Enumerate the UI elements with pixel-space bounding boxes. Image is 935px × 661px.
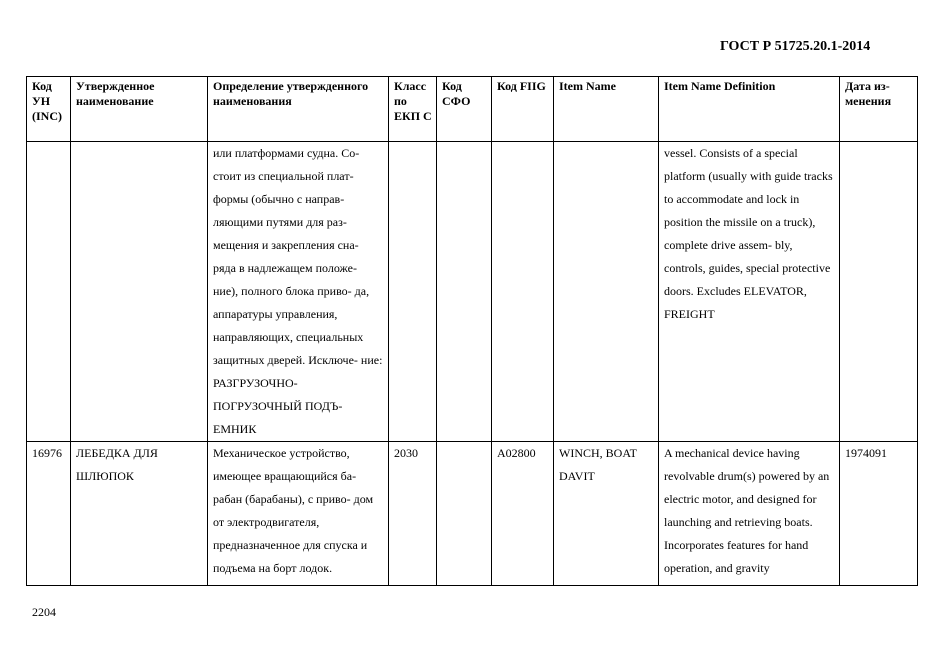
cell-date: [840, 142, 918, 442]
column-header-approved-name: Утвержденное наименование: [71, 77, 208, 142]
cell-class: 2030: [389, 442, 437, 586]
cell-date: 1974091: [840, 442, 918, 586]
cell-item-name-definition: vessel. Consists of a special platform (usually with guide tracks to accommodate and lock in position the missile on a truck), complete drive assem- bly, controls, guides, special protective doors. Excludes ELEVATOR, FREIGHT: [659, 142, 840, 442]
cell-definition: или платформами судна. Со- стоит из специальной плат- формы (обычно с направ- ляющими путями для раз- мещения и закрепления сна- ряда в надлежащем положе- ние), полного блока приво- да, аппаратуры управления, направляющих, специальных защитных дверей. Исключе- ние: РАЗГРУЗОЧНО- ПОГРУЗОЧНЫЙ ПОДЪ- ЕМНИК: [208, 142, 389, 442]
cell-item-name-definition: A mechanical device having revolvable drum(s) powered by an electric motor, and designed for launching and retrieving boats. Incorporates features for hand operation, and gravity: [659, 442, 840, 586]
cell-fiig: [492, 142, 554, 442]
column-header-sfo: Код СФО: [437, 77, 492, 142]
document-code: ГОСТ Р 51725.20.1-2014: [720, 39, 871, 54]
table-header-row: [27, 77, 918, 142]
cell-inc: 16976: [27, 442, 71, 586]
table-row-continuation: [27, 142, 918, 442]
catalog-table: [26, 76, 918, 586]
table-row-entry: [27, 442, 918, 586]
cell-item-name: WINCH, BOAT DAVIT: [554, 442, 659, 586]
cell-name: [71, 142, 208, 442]
cell-inc: [27, 142, 71, 442]
column-header-fiig: Код FIIG: [492, 77, 554, 142]
column-header-item-name-definition: Item Name Definition: [659, 77, 840, 142]
page-number: 2204: [32, 605, 56, 619]
column-header-class: Класс по ЕКП С: [389, 77, 437, 142]
cell-definition: Механическое устройство, имеющее вращающийся ба- рабан (барабаны), с приво- дом от электродвигателя, предназначенное для спуска и подъема на борт лодок.: [208, 442, 389, 586]
column-header-definition: Определение утвержденного наименования: [208, 77, 389, 142]
cell-item-name: [554, 142, 659, 442]
cell-class: [389, 142, 437, 442]
column-header-inc: Код УН (INC): [27, 77, 71, 142]
column-header-change-date: Дата из- менения: [840, 77, 918, 142]
column-header-item-name: Item Name: [554, 77, 659, 142]
cell-name: ЛЕБЕДКА ДЛЯ ШЛЮПОК: [71, 442, 208, 586]
cell-sfo: [437, 142, 492, 442]
cell-sfo: [437, 442, 492, 586]
cell-fiig: A02800: [492, 442, 554, 586]
